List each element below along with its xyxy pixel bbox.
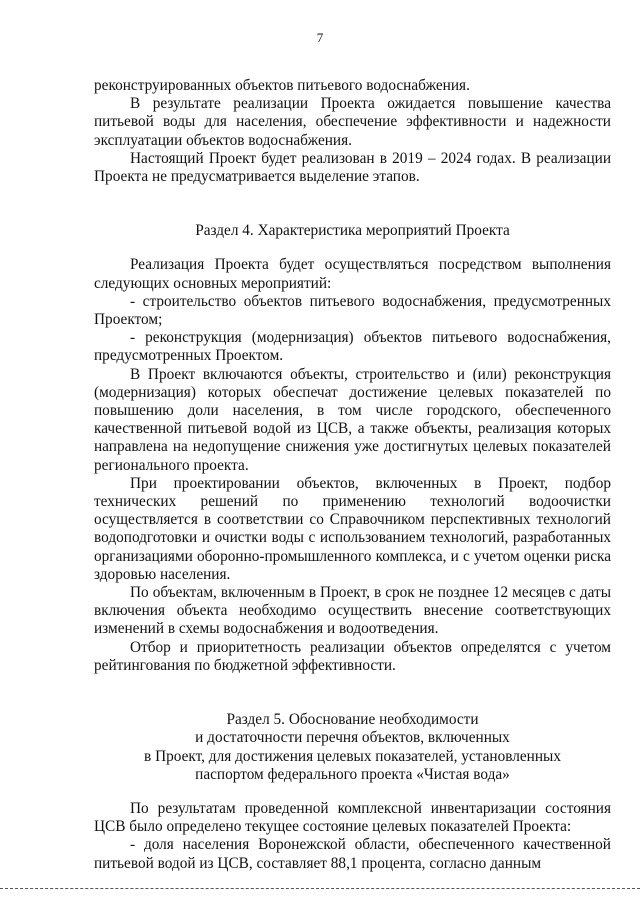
page-number: 7 bbox=[316, 30, 324, 45]
paragraph: По объектам, включенным в Проект, в срок не позднее 12 месяцев с даты включения объекта необходимо осуществить внесение соответствующих изменений в схемы водоснабжения и водоотведения. bbox=[94, 584, 611, 638]
heading-line: паспортом федерального проекта «Чистая вода» bbox=[195, 765, 510, 783]
heading-line: в Проект, для достижения целевых показателей, установленных bbox=[144, 747, 561, 765]
spacer bbox=[94, 186, 611, 222]
spacer bbox=[94, 240, 611, 256]
paragraph: В результате реализации Проекта ожидается повышение качества питьевой воды для населения, обеспечение эффективности и надежности эксплуатации объектов водоснабжения. bbox=[94, 95, 611, 149]
list-item: - строительство объектов питьевого водоснабжения, предусмотренных Проектом; bbox=[94, 292, 611, 329]
paragraph: Реализация Проекта будет осуществляться посредством выполнения следующих основных мероприятий: bbox=[94, 256, 611, 292]
spacer bbox=[94, 784, 611, 800]
list-item: - реконструкция (модернизация) объектов питьевого водоснабжения, предусмотренных Проектом. bbox=[94, 329, 611, 365]
paragraph: Настоящий Проект будет реализован в 2019 – 2024 годах. В реализации Проекта не предусматривается выделение этапов. bbox=[94, 149, 611, 186]
paragraph: При проектировании объектов, включенных в Проект, подбор технических решений по применению технологий водоочистки осуществляется в соответствии со Справочником перспективных технологий водоподготовки и очистки воды с использованием технологий, разработанных организациями оборонно-промышленного комплекса, и с учетом оценки риска здоровью населения. bbox=[94, 474, 611, 583]
section-5-heading bbox=[94, 711, 611, 784]
section-4-heading: Раздел 4. Характеристика мероприятий Проекта bbox=[195, 222, 510, 240]
scan-edge-line bbox=[0, 888, 640, 889]
paragraph: реконструированных объектов питьевого водоснабжения. bbox=[94, 77, 470, 94]
paragraph: Отбор и приоритетность реализации объектов определятся с учетом рейтингования по бюджетной эффективности. bbox=[94, 638, 611, 674]
list-item: - доля населения Воронежской области, обеспеченного качественной питьевой водой из ЦСВ, составляет 88,1 процента, согласно данным bbox=[94, 836, 611, 872]
spacer bbox=[94, 675, 611, 711]
heading-line: Раздел 5. Обоснование необходимости bbox=[226, 711, 479, 729]
heading-line: и достаточности перечня объектов, включенных bbox=[195, 729, 510, 747]
paragraph: По результатам проведенной комплексной инвентаризации состояния ЦСВ было определено текущее состояние целевых показателей Проекта: bbox=[94, 799, 611, 836]
document-body bbox=[94, 77, 611, 873]
paragraph: В Проект включаются объекты, строительство и (или) реконструкция (модернизация) которых обеспечат достижение целевых показателей по повышению доли населения, в том числе городского, обеспеченного качественной питьевой водой из ЦСВ, а также объекты, реализация которых направлена на недопущение снижения уже достигнутых целевых показателей регионального проекта. bbox=[94, 365, 611, 474]
